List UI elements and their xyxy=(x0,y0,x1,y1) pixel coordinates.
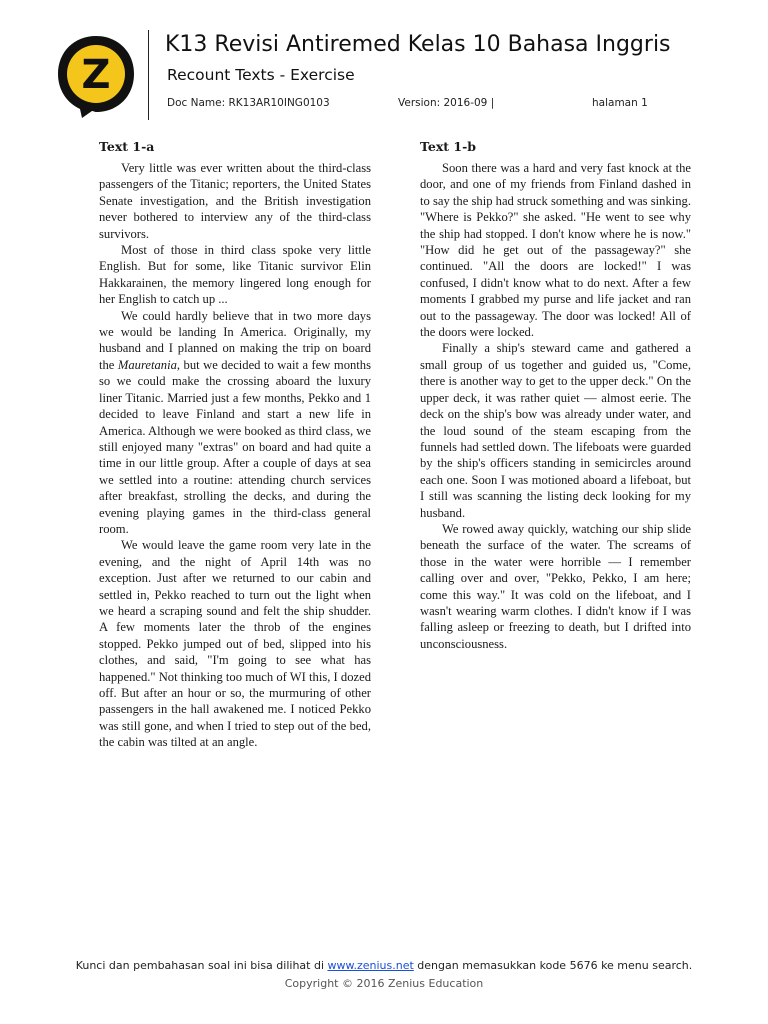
zenius-logo-icon xyxy=(52,32,140,120)
text-1a-paragraph-1: Very little was ever written about the third-class passengers of the Titanic; reporters, the United States Senate investigation, and the British investigation never bothered to interview any of the third-class survivors. xyxy=(99,161,371,241)
zenius-logo xyxy=(52,32,140,120)
text-1a-paragraph-3 xyxy=(99,308,371,538)
text-1b-title: Text 1-b xyxy=(420,139,477,154)
text-1b-paragraph-3: We rowed away quickly, watching our ship slide beneath the surface of the water. The screams of those in the water were horrible — I remember calling over and over, "Pekko, Pekko, I am here; come this way." It was cold on the lifeboat, and I wasn't wearing warm clothes. I didn't know if I was falling asleep or freezing to death, but I drifted into unconsciousness. xyxy=(420,521,691,651)
document-title: K13 Revisi Antiremed Kelas 10 Bahasa Inggris xyxy=(165,32,671,57)
doc-version: Version: 2016-09 | xyxy=(398,97,495,109)
text-1b-paragraph-1: Soon there was a hard and very fast knock at the door, and one of my friends from Finland dashed in to say the ship had struck something and was sinking. "Where is Pekko?" she asked. "He went to see why the ship had stopped. I don't know where he is now." "How did he get out of the passageway?" she continued. "All the doors are locked!" I was confused, I didn't know what to do next. After a few moments I grabbed my purse and life jacket and ran out to the passageway. The door was locked! All of the doors were locked. xyxy=(420,161,691,340)
svg-text:Z: Z xyxy=(81,52,111,98)
text-1a-paragraph-3-start: We could hardly believe that in two more days we would be landing In America. Originally, my husband and I planned on making the trip on board the xyxy=(99,308,371,372)
text-1a-paragraph-3-end: , but we decided to wait a few months so we could make the crossing aboard the luxury liner Titanic. Married just a few months, Pekko and 1 decided to leave Finland and start a new life in America. Although we were booked as third class, we still enjoyed many "extras" on board and had quite a time in our little group. After a couple of days at sea we settled into a routine: attending church services after breakfast, strolling the decks, and during the evening playing games in the third-class general room. xyxy=(99,357,371,536)
doc-name: Doc Name: RK13AR10ING0103 xyxy=(167,97,330,109)
footer-note-end: dengan memasukkan kode 5676 ke menu search. xyxy=(413,959,693,972)
footer-note-start: Kunci dan pembahasan soal ini bisa dilihat di xyxy=(75,959,328,972)
text-1a-paragraph-2: Most of those in third class spoke very little English. But for some, like Titanic survivor Elin Hakkarainen, the memory lingered long enough for her English to catch up ... xyxy=(99,243,371,307)
text-1a-title: Text 1-a xyxy=(99,139,155,154)
text-1a-column xyxy=(99,139,371,751)
page-number: halaman 1 xyxy=(592,97,648,109)
document-subtitle: Recount Texts - Exercise xyxy=(167,66,355,84)
footer-note xyxy=(0,959,768,972)
zenius-link[interactable]: www.zenius.net xyxy=(327,959,414,972)
copyright: Copyright © 2016 Zenius Education xyxy=(284,977,484,990)
ship-name-italic: Mauretania xyxy=(117,357,177,372)
header-divider xyxy=(148,30,149,120)
text-1b-paragraph-2: Finally a ship's steward came and gathered a small group of us together and guided us, "Come, there is another way to get to the upper deck." On the upper deck, it was rather quiet — almost eerie. The deck on the ship's bow was already under water, and the loud sound of the steam escaping from the funnels had settled down. The lifeboats were guarded by the ship's officers standing in semicircles around each one. Soon I was motioned aboard a lifeboat, but I still was scanning the listing deck looking for my husband. xyxy=(420,341,691,520)
text-1b-column xyxy=(420,139,691,652)
text-1a-paragraph-4: We would leave the game room very late in the evening, and the night of April 14th was no exception. Just after we returned to our cabin and settled in, Pekko reached to turn out the light when we heard a scraping sound and felt the ship shudder. A few moments later the throb of the engines stopped. Pekko jumped out of bed, slipped into his clothes, and said, "I'm going to see what has happened." Not thinking too much of WI this, I dozed off. But after an hour or so, the murmuring of other passengers in the hall awakened me. I noticed Pekko was still gone, and when I tried to step out of the bed, the cabin was tilted at an angle. xyxy=(99,538,371,750)
